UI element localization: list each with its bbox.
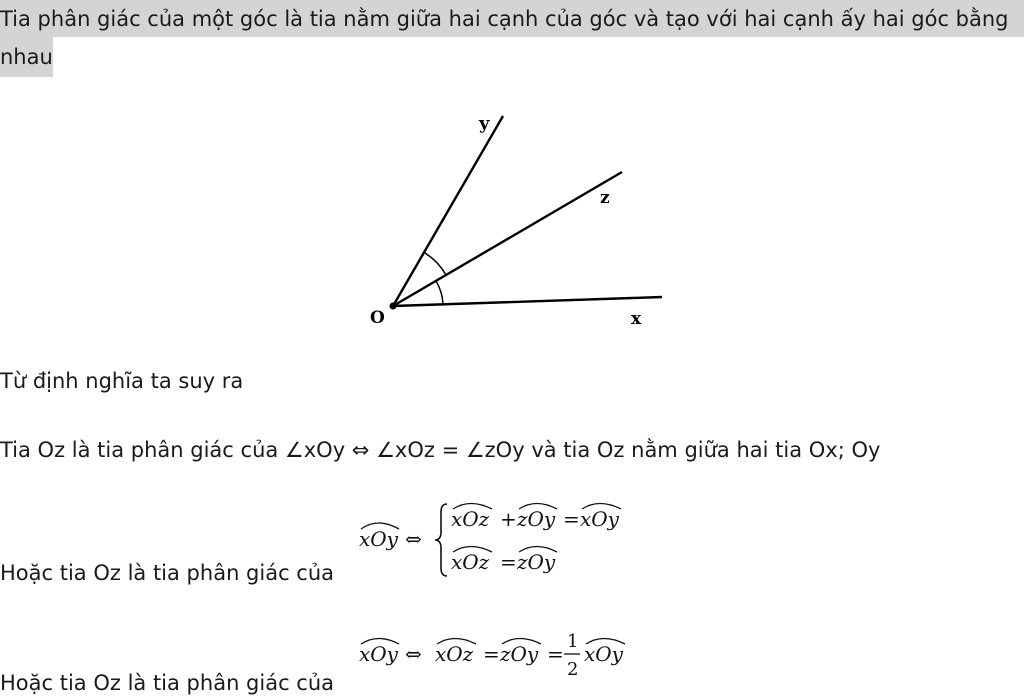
formula2-iff: ⇔ bbox=[405, 642, 422, 666]
definition-line-2: nhau bbox=[0, 37, 53, 77]
formula1-row1-eq: = bbox=[563, 507, 580, 531]
ray-oz bbox=[393, 172, 622, 306]
formula1-row1-c: xOy bbox=[580, 507, 619, 531]
formula1-row1-plus: + bbox=[500, 507, 517, 531]
formula1-iff: ⇔ bbox=[405, 527, 422, 551]
deduction-text: Từ định nghĩa ta suy ra bbox=[0, 369, 244, 393]
arc-zoy bbox=[425, 253, 446, 275]
system-brace bbox=[435, 504, 447, 576]
ray-ox bbox=[393, 297, 662, 306]
formula1-lhs: xOy bbox=[359, 527, 398, 551]
ray-oy bbox=[393, 116, 503, 306]
angle-bisector-diagram bbox=[355, 105, 675, 335]
label-y: y bbox=[479, 113, 490, 134]
fraction-numerator: 1 bbox=[567, 631, 579, 652]
label-x: x bbox=[631, 309, 642, 329]
formula1-row2-a: xOz bbox=[451, 550, 490, 574]
formula2-eq2: = bbox=[547, 642, 564, 666]
formula2-c: xOy bbox=[584, 642, 623, 666]
arc-xoz bbox=[436, 281, 443, 304]
formula2-b: zOy bbox=[500, 642, 539, 666]
formula2-lhs: xOy bbox=[359, 642, 398, 666]
label-z: z bbox=[600, 188, 610, 208]
formula1-row2-eq: = bbox=[500, 550, 517, 574]
formula2-a: xOz bbox=[435, 642, 474, 666]
formula-half bbox=[355, 625, 645, 689]
formula1-row1-a: xOz bbox=[451, 507, 490, 531]
alternate-statement-2: Hoặc tia Oz là tia phân giác của bbox=[0, 671, 335, 695]
point-o bbox=[390, 303, 397, 310]
formula1-row1-b: zOy bbox=[517, 507, 556, 531]
formula1-row2-b: zOy bbox=[517, 550, 556, 574]
formula2-eq1: = bbox=[483, 642, 500, 666]
fraction-denominator: 2 bbox=[567, 659, 579, 680]
bisector-statement: Tia Oz là tia phân giác của ∠xOy ⇔ ∠xOz = ∠zOy và tia Oz nằm giữa hai tia Ox; Oy bbox=[0, 438, 881, 462]
definition-line-1: Tia phân giác của một góc là tia nằm giữa hai cạnh của góc và tạo với hai cạnh ấy hai góc bằng bbox=[0, 0, 1024, 37]
label-o: O bbox=[370, 308, 385, 328]
formula-system bbox=[355, 498, 645, 582]
alternate-statement-1: Hoặc tia Oz là tia phân giác của bbox=[0, 561, 335, 585]
